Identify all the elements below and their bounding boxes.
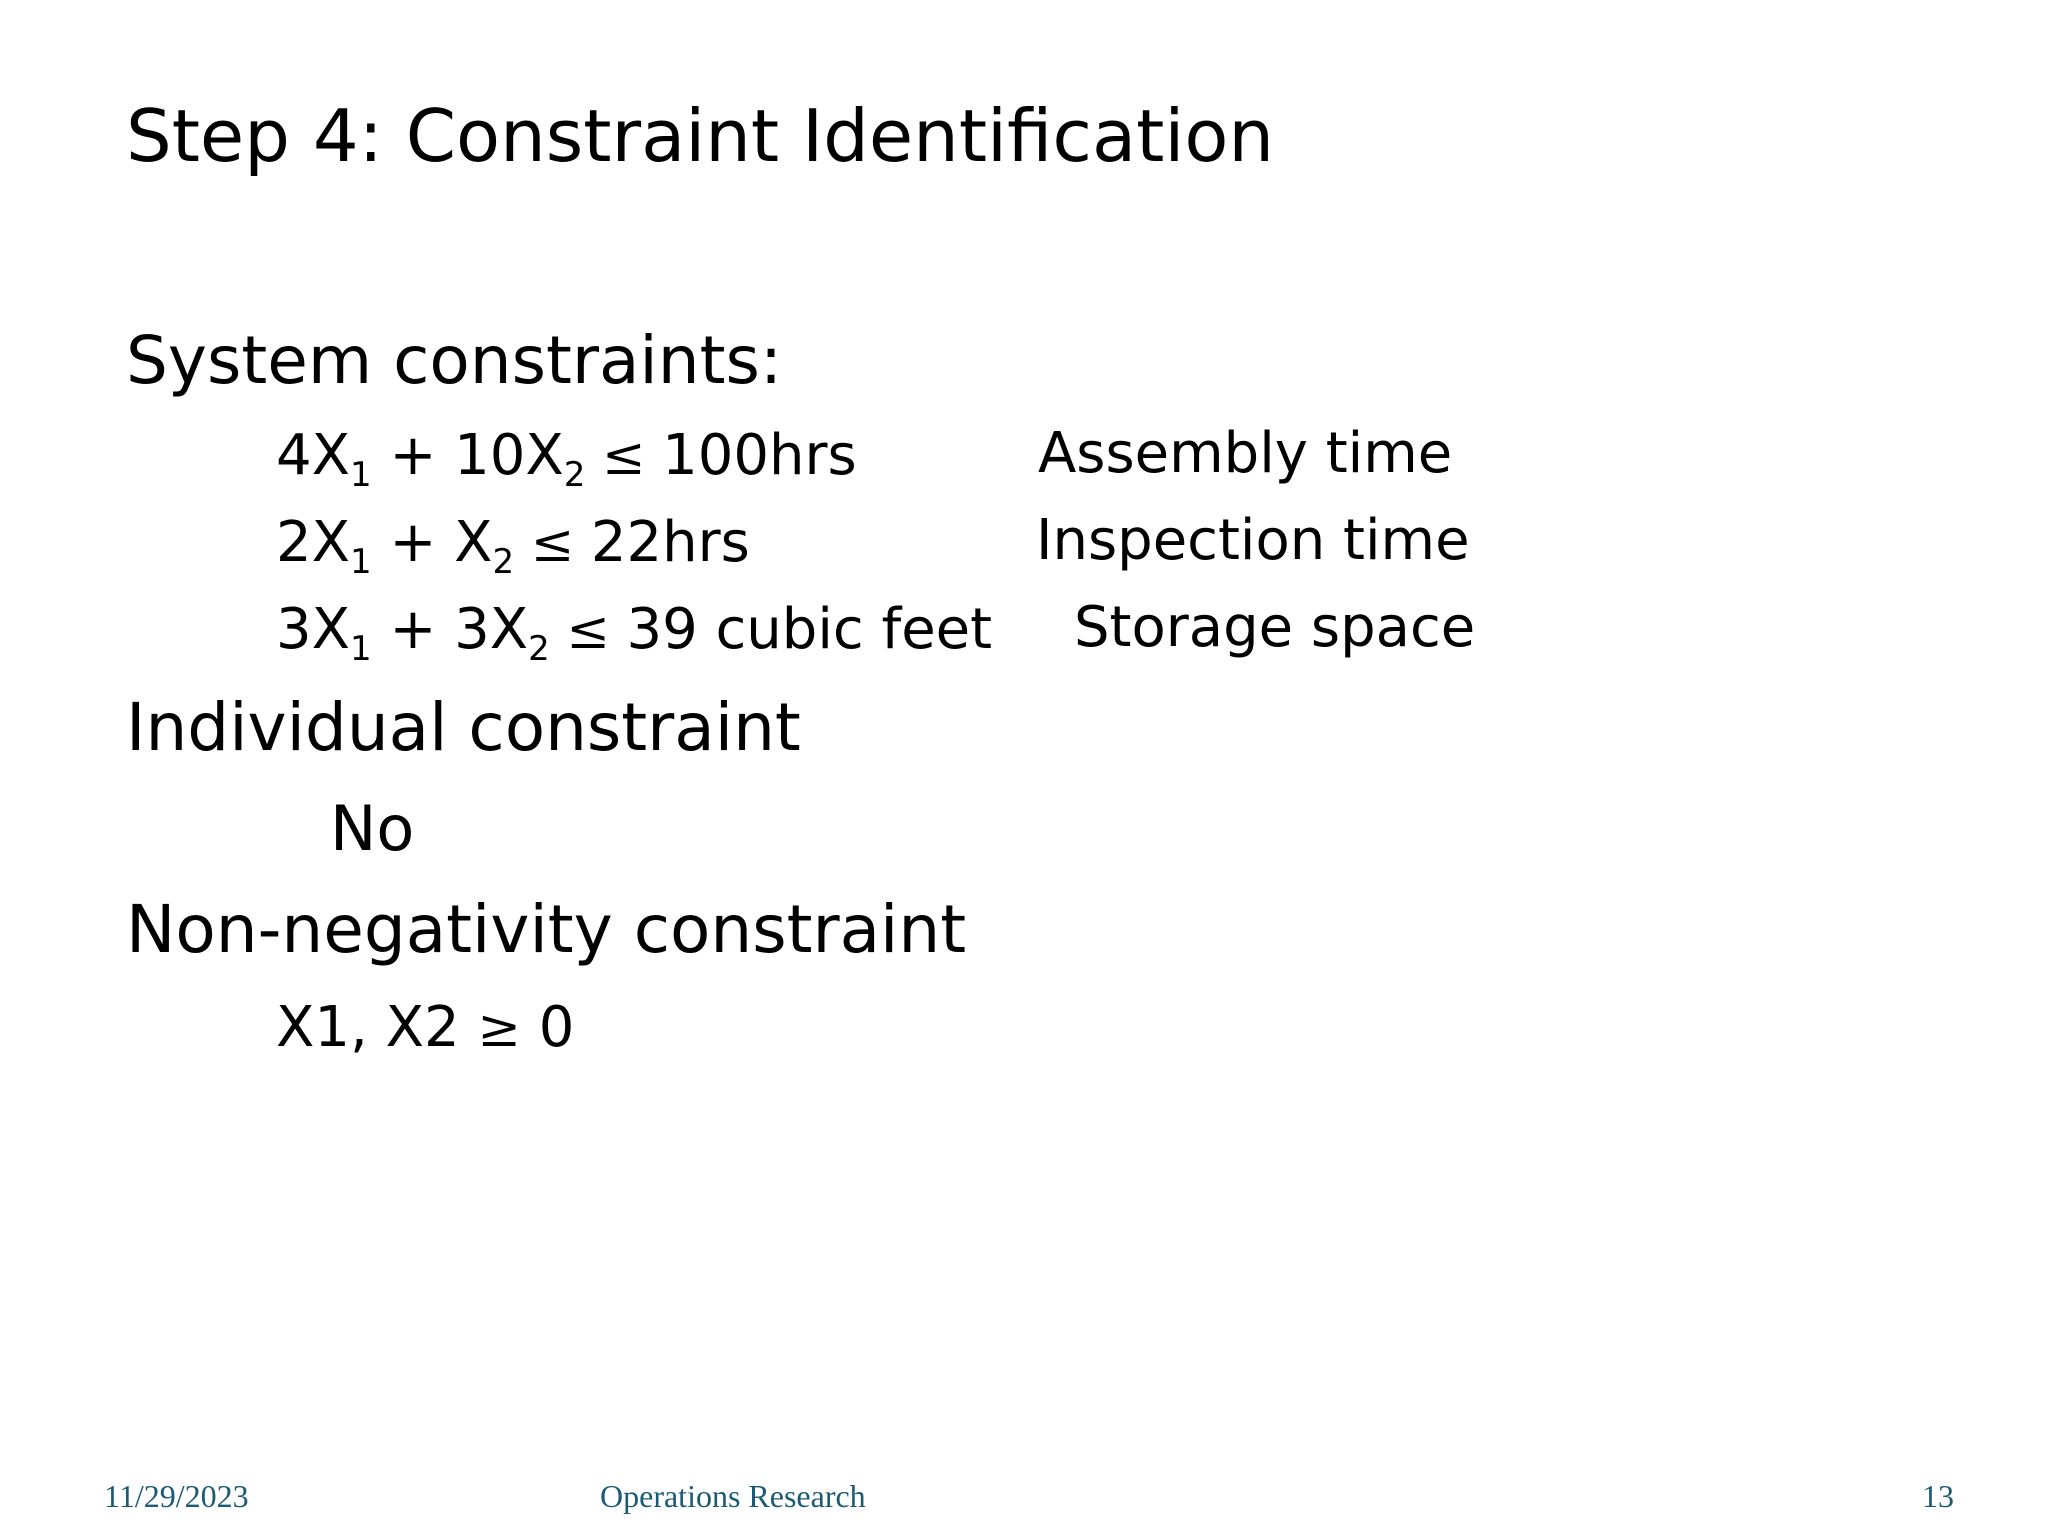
constraint-storage-expression: $3X_1 + 3X_2 \le 39$ cubic feet (276, 597, 993, 669)
nonnegativity-constraint-heading: Non-negativity constraint (126, 891, 967, 968)
footer-title: Operations Research (600, 1478, 866, 1514)
nonnegativity-constraint-expression: X1, X2 ≥ 0 (276, 995, 575, 1060)
footer-date: 11/29/2023 (104, 1478, 249, 1514)
constraint-inspection-expression: $2X_1 + X_2 \le 22hrs$ (276, 510, 750, 582)
footer-page-number: 13 (1922, 1478, 1954, 1514)
slide-title: Step 4: Constraint Identification (126, 94, 1275, 178)
constraint-assembly-expression: $4X_1 + 10X_2 \le 100hrs$ (276, 423, 857, 495)
constraint-assembly-description: Assembly time (1038, 421, 1453, 486)
individual-constraint-value: No (330, 792, 415, 865)
individual-constraint-heading: Individual constraint (126, 689, 801, 766)
system-constraints-heading: System constraints: (126, 322, 783, 399)
constraint-inspection-description: Inspection time (1036, 508, 1470, 573)
constraint-storage-description: Storage space (1074, 595, 1476, 660)
